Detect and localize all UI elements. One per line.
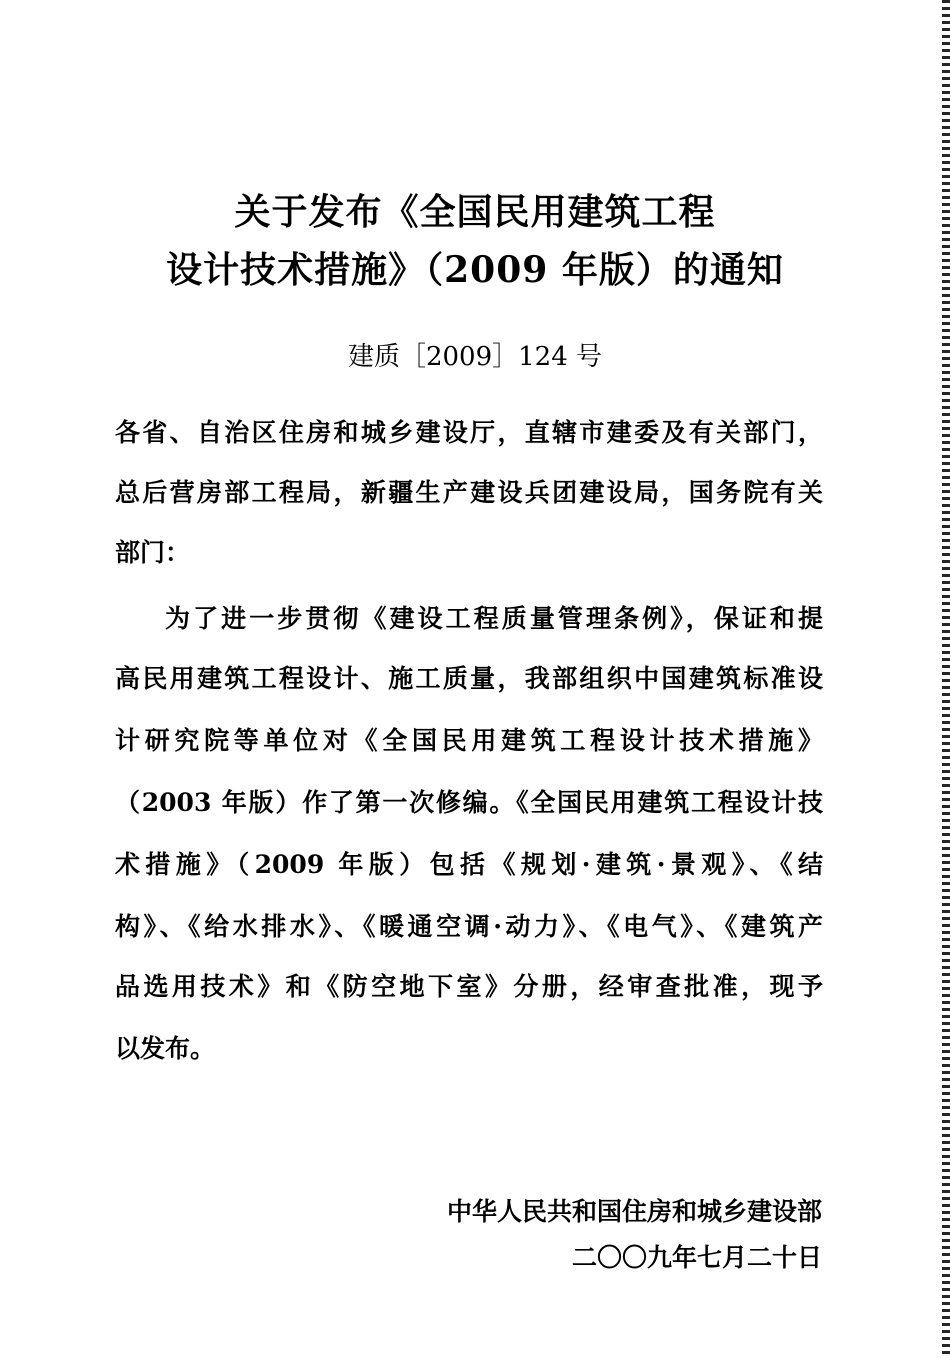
- recipients-line: 总后营房部工程局，新疆生产建设兵团建设局，国务院有关: [115, 478, 823, 507]
- document-number: 建质［2009］124 号: [347, 342, 603, 372]
- recipients-line: 部门：: [115, 538, 191, 567]
- body-paragraph-line: 以发布。: [115, 1034, 216, 1063]
- body-paragraph-line: 为了进一步贯彻《建设工程质量管理条例》，保证和提: [165, 604, 823, 633]
- signature-date: 二〇〇九年七月二十日: [571, 1243, 822, 1272]
- document-title-line-1: 关于发布《全国民用建筑工程: [234, 191, 716, 233]
- body-paragraph-line: 构》、《给水排水》、《暖通空调·动力》、《电气》、《建筑产: [115, 912, 823, 941]
- recipients-line: 各省、自治区住房和城乡建设厅，直辖市建委及有关部门，: [115, 418, 823, 447]
- body-paragraph-line: （2003 年版）作了第一次修编。《全国民用建筑工程设计技: [115, 788, 823, 817]
- body-paragraph-line: 计研究院等单位对《全国民用建筑工程设计技术措施》: [115, 726, 823, 755]
- body-paragraph-line: 术措施》（2009 年版）包括《规划·建筑·景观》、《结: [115, 850, 823, 879]
- document-title-line-2: 设计技术措施》（2009 年版）的通知: [166, 249, 784, 291]
- signature-issuer: 中华人民共和国住房和城乡建设部: [446, 1197, 822, 1226]
- body-paragraph-line: 品选用技术》和《防空地下室》分册，经审查批准，现予: [115, 972, 823, 1001]
- body-paragraph-line: 高民用建筑工程设计、施工质量，我部组织中国建筑标准设: [115, 664, 823, 693]
